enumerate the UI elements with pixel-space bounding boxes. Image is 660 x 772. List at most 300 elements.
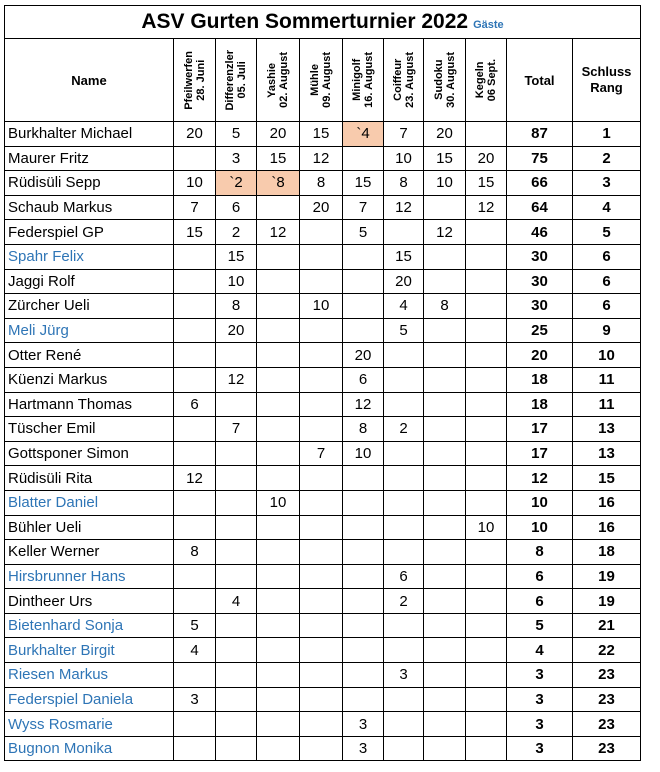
score-cell bbox=[257, 269, 300, 294]
score-cell bbox=[384, 687, 424, 712]
score-cell bbox=[466, 712, 507, 737]
event-name: Pfeilwerfen bbox=[182, 50, 195, 110]
score-cell bbox=[424, 638, 466, 663]
score-cell bbox=[300, 663, 343, 688]
player-name: Wyss Rosmarie bbox=[5, 712, 174, 737]
score-cell bbox=[216, 638, 257, 663]
score-cell: 15 bbox=[216, 244, 257, 269]
event-date: 06 Sept. bbox=[486, 58, 498, 102]
score-cell bbox=[343, 613, 384, 638]
player-name: Dintheer Urs bbox=[5, 589, 174, 614]
score-cell bbox=[384, 712, 424, 737]
score-cell bbox=[300, 269, 343, 294]
score-cell bbox=[257, 318, 300, 343]
score-cell bbox=[384, 515, 424, 540]
score-cell: 15 bbox=[300, 122, 343, 147]
player-name: Jaggi Rolf bbox=[5, 269, 174, 294]
total-cell: 5 bbox=[507, 613, 573, 638]
score-cell: 12 bbox=[257, 220, 300, 245]
score-cell bbox=[384, 638, 424, 663]
player-name: Bugnon Monika bbox=[5, 736, 174, 761]
total-cell: 30 bbox=[507, 269, 573, 294]
player-name: Hirsbrunner Hans bbox=[5, 564, 174, 589]
score-cell bbox=[424, 417, 466, 442]
score-cell bbox=[257, 564, 300, 589]
score-cell bbox=[257, 294, 300, 319]
total-cell: 3 bbox=[507, 712, 573, 737]
score-cell bbox=[424, 589, 466, 614]
score-cell bbox=[174, 589, 216, 614]
score-cell: 20 bbox=[216, 318, 257, 343]
rang-cell: 2 bbox=[573, 146, 641, 171]
score-cell bbox=[257, 613, 300, 638]
event-date: 30. August bbox=[444, 52, 457, 108]
score-cell bbox=[424, 515, 466, 540]
score-cell: 20 bbox=[343, 343, 384, 368]
score-cell bbox=[466, 663, 507, 688]
score-cell bbox=[343, 318, 384, 343]
score-cell bbox=[424, 663, 466, 688]
rang-cell: 1 bbox=[573, 122, 641, 147]
score-cell: 10 bbox=[216, 269, 257, 294]
total-cell: 6 bbox=[507, 589, 573, 614]
score-cell: 20 bbox=[300, 195, 343, 220]
score-cell: 3 bbox=[384, 663, 424, 688]
score-cell: 8 bbox=[384, 171, 424, 196]
player-name: Federspiel GP bbox=[5, 220, 174, 245]
score-cell: `8 bbox=[257, 171, 300, 196]
score-cell bbox=[466, 540, 507, 565]
score-cell bbox=[300, 220, 343, 245]
score-cell: 10 bbox=[466, 515, 507, 540]
score-cell bbox=[424, 244, 466, 269]
standings-table bbox=[4, 5, 641, 761]
rang-cell: 16 bbox=[573, 515, 641, 540]
player-name: Federspiel Daniela bbox=[5, 687, 174, 712]
player-name: Keller Werner bbox=[5, 540, 174, 565]
score-cell: 8 bbox=[174, 540, 216, 565]
rang-cell: 16 bbox=[573, 490, 641, 515]
standings-sheet bbox=[4, 5, 641, 761]
rang-cell: 10 bbox=[573, 343, 641, 368]
score-cell: 6 bbox=[384, 564, 424, 589]
score-cell bbox=[343, 638, 384, 663]
score-cell bbox=[300, 687, 343, 712]
player-name: Gottsponer Simon bbox=[5, 441, 174, 466]
header-event bbox=[384, 39, 424, 122]
total-cell: 46 bbox=[507, 220, 573, 245]
score-cell bbox=[466, 269, 507, 294]
total-cell: 10 bbox=[507, 515, 573, 540]
rang-cell: 21 bbox=[573, 613, 641, 638]
score-cell bbox=[466, 220, 507, 245]
score-cell: 2 bbox=[384, 589, 424, 614]
total-cell: 3 bbox=[507, 663, 573, 688]
event-date: 28. Juni bbox=[194, 59, 207, 101]
score-cell bbox=[466, 417, 507, 442]
rang-cell: 22 bbox=[573, 638, 641, 663]
total-cell: 3 bbox=[507, 687, 573, 712]
score-cell: 10 bbox=[257, 490, 300, 515]
player-name: Blatter Daniel bbox=[5, 490, 174, 515]
score-cell bbox=[343, 490, 384, 515]
header-total: Total bbox=[507, 39, 573, 122]
score-cell bbox=[384, 466, 424, 491]
score-cell bbox=[343, 146, 384, 171]
total-cell: 12 bbox=[507, 466, 573, 491]
score-cell bbox=[257, 466, 300, 491]
rang-cell: 6 bbox=[573, 244, 641, 269]
score-cell bbox=[384, 220, 424, 245]
header-event bbox=[466, 39, 507, 122]
table-row bbox=[5, 146, 641, 171]
score-cell bbox=[384, 441, 424, 466]
header-rang-line2: Rang bbox=[590, 80, 623, 95]
header-event bbox=[300, 39, 343, 122]
score-cell: 6 bbox=[174, 392, 216, 417]
score-cell: 10 bbox=[343, 441, 384, 466]
player-name: Rüdisüli Rita bbox=[5, 466, 174, 491]
score-cell bbox=[257, 663, 300, 688]
score-cell bbox=[300, 367, 343, 392]
score-cell bbox=[466, 343, 507, 368]
total-cell: 20 bbox=[507, 343, 573, 368]
event-date: 23. August bbox=[403, 52, 416, 108]
score-cell: 2 bbox=[216, 220, 257, 245]
score-cell: 10 bbox=[424, 171, 466, 196]
event-name: Differenzler bbox=[224, 49, 236, 111]
score-cell bbox=[300, 318, 343, 343]
total-cell: 6 bbox=[507, 564, 573, 589]
total-cell: 10 bbox=[507, 490, 573, 515]
total-cell: 64 bbox=[507, 195, 573, 220]
table-row bbox=[5, 269, 641, 294]
score-cell bbox=[216, 712, 257, 737]
score-cell bbox=[424, 687, 466, 712]
player-name: Schaub Markus bbox=[5, 195, 174, 220]
score-cell bbox=[424, 490, 466, 515]
score-cell bbox=[216, 490, 257, 515]
score-cell: 7 bbox=[174, 195, 216, 220]
score-cell bbox=[257, 392, 300, 417]
score-cell bbox=[343, 294, 384, 319]
table-row bbox=[5, 687, 641, 712]
score-cell: 10 bbox=[174, 171, 216, 196]
event-name: Mühle bbox=[309, 64, 321, 96]
header-name: Name bbox=[5, 39, 174, 122]
score-cell: 12 bbox=[343, 392, 384, 417]
score-cell bbox=[466, 367, 507, 392]
score-cell: 5 bbox=[216, 122, 257, 147]
table-row bbox=[5, 417, 641, 442]
score-cell bbox=[257, 195, 300, 220]
header-row bbox=[5, 39, 641, 122]
score-cell bbox=[257, 638, 300, 663]
score-cell: `2 bbox=[216, 171, 257, 196]
event-name: Kegeln bbox=[474, 61, 486, 99]
player-name: Hartmann Thomas bbox=[5, 392, 174, 417]
player-name: Otter René bbox=[5, 343, 174, 368]
table-row bbox=[5, 638, 641, 663]
score-cell: 7 bbox=[384, 122, 424, 147]
score-cell: 8 bbox=[424, 294, 466, 319]
score-cell bbox=[343, 687, 384, 712]
table-row bbox=[5, 441, 641, 466]
score-cell bbox=[424, 613, 466, 638]
score-cell: 4 bbox=[216, 589, 257, 614]
rang-cell: 15 bbox=[573, 466, 641, 491]
score-cell bbox=[300, 564, 343, 589]
score-cell: 12 bbox=[384, 195, 424, 220]
table-row bbox=[5, 392, 641, 417]
score-cell bbox=[174, 244, 216, 269]
total-cell: 30 bbox=[507, 294, 573, 319]
score-cell bbox=[257, 540, 300, 565]
rang-cell: 13 bbox=[573, 417, 641, 442]
score-cell bbox=[466, 564, 507, 589]
event-date: 02. August bbox=[278, 52, 290, 108]
total-cell: 25 bbox=[507, 318, 573, 343]
score-cell: `4 bbox=[343, 122, 384, 147]
score-cell: 12 bbox=[300, 146, 343, 171]
score-cell bbox=[466, 318, 507, 343]
score-cell bbox=[424, 712, 466, 737]
score-cell: 12 bbox=[466, 195, 507, 220]
total-cell: 17 bbox=[507, 441, 573, 466]
score-cell: 20 bbox=[466, 146, 507, 171]
player-name: Burkhalter Michael bbox=[5, 122, 174, 147]
rang-cell: 11 bbox=[573, 367, 641, 392]
total-cell: 8 bbox=[507, 540, 573, 565]
score-cell bbox=[257, 736, 300, 761]
score-cell bbox=[216, 540, 257, 565]
score-cell bbox=[174, 564, 216, 589]
rang-cell: 3 bbox=[573, 171, 641, 196]
score-cell bbox=[300, 343, 343, 368]
score-cell bbox=[384, 343, 424, 368]
rang-cell: 19 bbox=[573, 589, 641, 614]
rang-cell: 11 bbox=[573, 392, 641, 417]
score-cell bbox=[216, 466, 257, 491]
score-cell bbox=[300, 589, 343, 614]
score-cell: 8 bbox=[343, 417, 384, 442]
rang-cell: 23 bbox=[573, 736, 641, 761]
score-cell: 20 bbox=[257, 122, 300, 147]
event-date: 05. Juli bbox=[236, 61, 248, 99]
score-cell bbox=[257, 441, 300, 466]
table-row bbox=[5, 589, 641, 614]
score-cell bbox=[257, 417, 300, 442]
score-cell bbox=[257, 687, 300, 712]
score-cell: 15 bbox=[174, 220, 216, 245]
total-cell: 75 bbox=[507, 146, 573, 171]
player-name: Burkhalter Birgit bbox=[5, 638, 174, 663]
header-event bbox=[424, 39, 466, 122]
score-cell: 3 bbox=[216, 146, 257, 171]
score-cell bbox=[216, 687, 257, 712]
score-cell bbox=[300, 466, 343, 491]
table-row bbox=[5, 663, 641, 688]
score-cell: 15 bbox=[466, 171, 507, 196]
event-date: 09. August bbox=[321, 52, 333, 108]
score-cell: 10 bbox=[300, 294, 343, 319]
score-cell bbox=[466, 244, 507, 269]
score-cell: 15 bbox=[343, 171, 384, 196]
total-cell: 18 bbox=[507, 367, 573, 392]
score-cell bbox=[174, 515, 216, 540]
score-cell: 15 bbox=[424, 146, 466, 171]
score-cell bbox=[343, 515, 384, 540]
table-row bbox=[5, 613, 641, 638]
score-cell bbox=[384, 367, 424, 392]
score-cell: 8 bbox=[216, 294, 257, 319]
score-cell bbox=[257, 367, 300, 392]
score-cell bbox=[174, 343, 216, 368]
event-name: Minigolf bbox=[351, 58, 363, 102]
score-cell: 7 bbox=[343, 195, 384, 220]
table-row bbox=[5, 220, 641, 245]
header-event bbox=[174, 39, 216, 122]
table-row bbox=[5, 490, 641, 515]
score-cell bbox=[257, 515, 300, 540]
score-cell: 15 bbox=[384, 244, 424, 269]
score-cell: 15 bbox=[257, 146, 300, 171]
score-cell: 20 bbox=[424, 122, 466, 147]
score-cell: 6 bbox=[343, 367, 384, 392]
score-cell bbox=[424, 343, 466, 368]
header-event bbox=[216, 39, 257, 122]
score-cell bbox=[174, 712, 216, 737]
score-cell bbox=[384, 540, 424, 565]
player-name: Tüscher Emil bbox=[5, 417, 174, 442]
title-row bbox=[5, 6, 641, 39]
score-cell bbox=[424, 269, 466, 294]
score-cell bbox=[424, 367, 466, 392]
rang-cell: 6 bbox=[573, 269, 641, 294]
table-row bbox=[5, 294, 641, 319]
score-cell bbox=[300, 736, 343, 761]
score-cell: 6 bbox=[216, 195, 257, 220]
score-cell bbox=[466, 392, 507, 417]
score-cell bbox=[466, 589, 507, 614]
guest-legend: Gäste bbox=[473, 19, 504, 31]
player-name: Zürcher Ueli bbox=[5, 294, 174, 319]
table-row bbox=[5, 564, 641, 589]
total-cell: 87 bbox=[507, 122, 573, 147]
score-cell bbox=[300, 613, 343, 638]
rang-cell: 5 bbox=[573, 220, 641, 245]
score-cell bbox=[466, 687, 507, 712]
score-cell: 12 bbox=[216, 367, 257, 392]
score-cell: 7 bbox=[216, 417, 257, 442]
table-row bbox=[5, 540, 641, 565]
score-cell: 20 bbox=[174, 122, 216, 147]
score-cell bbox=[216, 392, 257, 417]
score-cell bbox=[174, 367, 216, 392]
total-cell: 18 bbox=[507, 392, 573, 417]
header-event bbox=[343, 39, 384, 122]
score-cell bbox=[216, 441, 257, 466]
event-date: 16. August bbox=[363, 52, 375, 108]
player-name: Bühler Ueli bbox=[5, 515, 174, 540]
score-cell bbox=[466, 122, 507, 147]
score-cell bbox=[174, 318, 216, 343]
total-cell: 17 bbox=[507, 417, 573, 442]
player-name: Riesen Markus bbox=[5, 663, 174, 688]
score-cell bbox=[384, 613, 424, 638]
score-cell bbox=[424, 195, 466, 220]
score-cell bbox=[216, 613, 257, 638]
standings-body bbox=[5, 122, 641, 761]
score-cell bbox=[174, 490, 216, 515]
total-cell: 4 bbox=[507, 638, 573, 663]
table-row bbox=[5, 343, 641, 368]
table-row bbox=[5, 195, 641, 220]
score-cell bbox=[174, 736, 216, 761]
score-cell: 12 bbox=[174, 466, 216, 491]
score-cell bbox=[216, 515, 257, 540]
player-name: Maurer Fritz bbox=[5, 146, 174, 171]
score-cell: 4 bbox=[384, 294, 424, 319]
score-cell: 2 bbox=[384, 417, 424, 442]
table-row bbox=[5, 122, 641, 147]
score-cell: 3 bbox=[343, 712, 384, 737]
rang-cell: 18 bbox=[573, 540, 641, 565]
score-cell bbox=[300, 540, 343, 565]
score-cell bbox=[343, 589, 384, 614]
table-row bbox=[5, 367, 641, 392]
score-cell bbox=[174, 269, 216, 294]
score-cell bbox=[300, 712, 343, 737]
player-name: Meli Jürg bbox=[5, 318, 174, 343]
score-cell bbox=[257, 244, 300, 269]
table-row bbox=[5, 171, 641, 196]
score-cell bbox=[300, 490, 343, 515]
score-cell bbox=[174, 146, 216, 171]
score-cell: 12 bbox=[424, 220, 466, 245]
score-cell bbox=[466, 638, 507, 663]
score-cell: 20 bbox=[384, 269, 424, 294]
player-name: Bietenhard Sonja bbox=[5, 613, 174, 638]
score-cell bbox=[384, 490, 424, 515]
table-row bbox=[5, 318, 641, 343]
score-cell bbox=[300, 392, 343, 417]
score-cell bbox=[216, 736, 257, 761]
score-cell bbox=[216, 564, 257, 589]
score-cell bbox=[343, 269, 384, 294]
score-cell bbox=[384, 736, 424, 761]
score-cell bbox=[174, 441, 216, 466]
score-cell bbox=[424, 441, 466, 466]
score-cell bbox=[216, 343, 257, 368]
score-cell: 3 bbox=[343, 736, 384, 761]
rang-cell: 6 bbox=[573, 294, 641, 319]
score-cell bbox=[174, 417, 216, 442]
score-cell: 5 bbox=[174, 613, 216, 638]
score-cell bbox=[424, 466, 466, 491]
score-cell bbox=[343, 663, 384, 688]
rang-cell: 23 bbox=[573, 663, 641, 688]
score-cell bbox=[300, 515, 343, 540]
score-cell bbox=[174, 294, 216, 319]
score-cell bbox=[424, 392, 466, 417]
score-cell bbox=[466, 490, 507, 515]
score-cell bbox=[257, 712, 300, 737]
title-cell bbox=[5, 6, 641, 39]
score-cell bbox=[216, 663, 257, 688]
score-cell bbox=[424, 318, 466, 343]
score-cell: 7 bbox=[300, 441, 343, 466]
